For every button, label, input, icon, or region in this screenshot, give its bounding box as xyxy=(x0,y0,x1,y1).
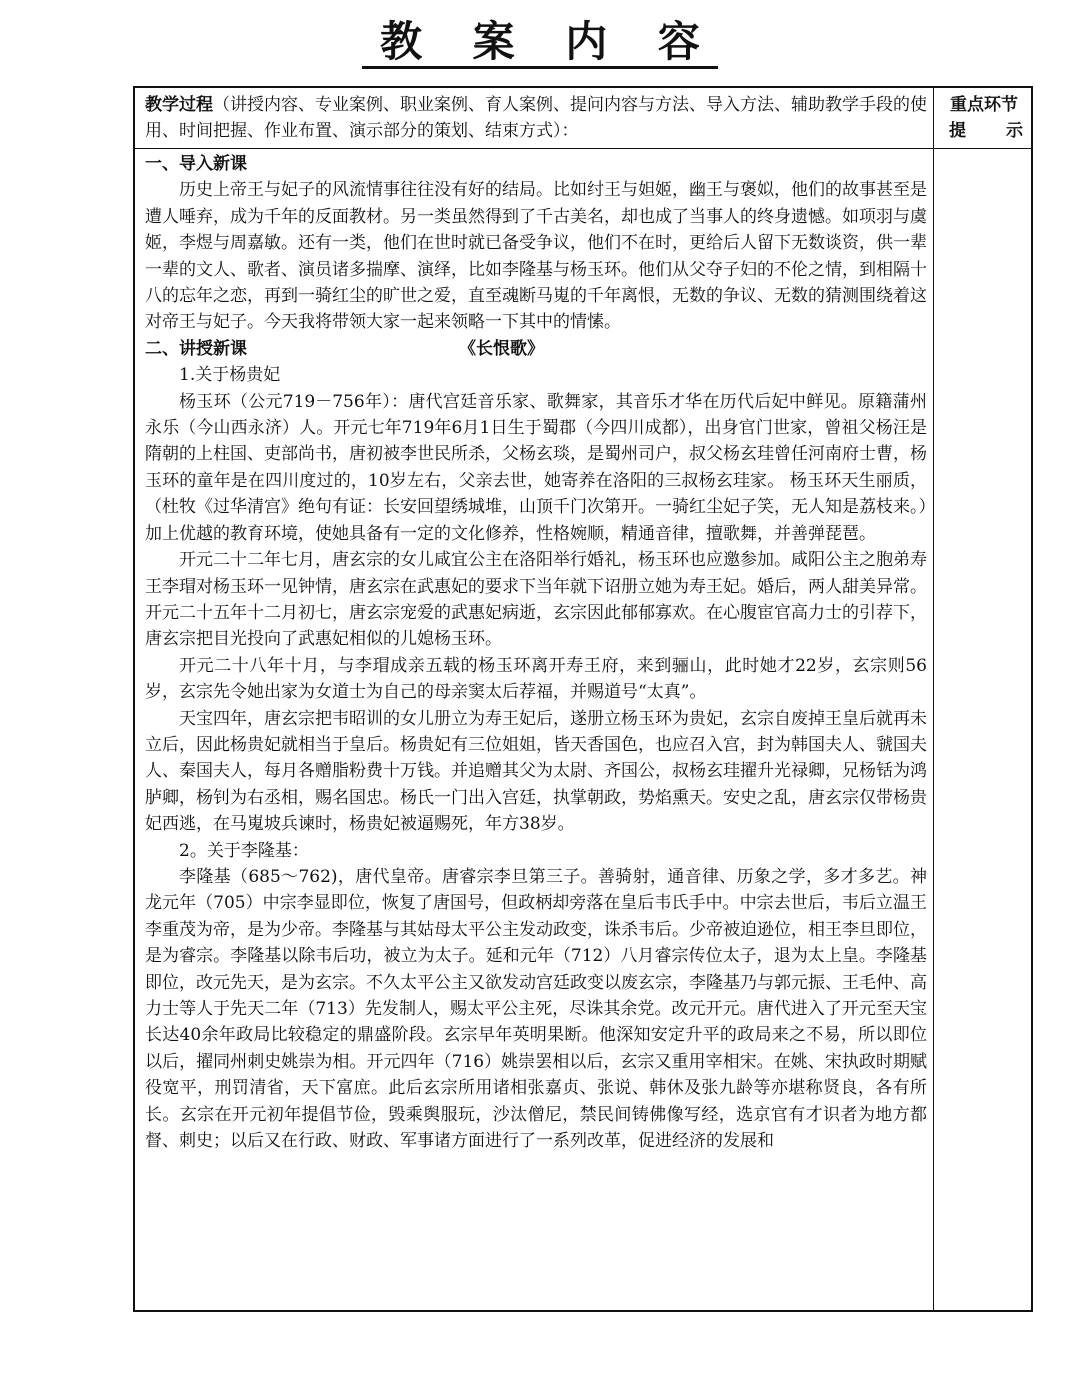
section-heading-row xyxy=(145,336,927,362)
course-title: 《长恨歌》 xyxy=(459,338,544,359)
subheading-li-longji: 2。关于李隆基： xyxy=(179,840,309,861)
paragraph: 李隆基（685～762)，唐代皇帝。唐睿宗李旦第三子。善骑射，通音律、历象之学，多才多艺。神龙元年（705）中宗李显即位，恢复了唐国号，但政柄却旁落在皇后韦氏手中。中宗去世后，韦后立温王李重茂为帝，是为少帝。李隆基与其姑母太平公主发动政变，诛杀韦后。少帝被迫逊位，相王李旦即位，是为睿宗。李隆基以除韦后功，被立为太子。延和元年（712）八月睿宗传位太子，退为太上皇。李隆基即位，改元先天，是为玄宗。不久太平公主又欲发动宫廷政变以废玄宗，李隆基乃与郭元振、王毛仲、高力士等人于先天二年（713）先发制人，赐太平公主死，尽诛其余党。改元开元。唐代进入了开元至天宝长达40余年政局比较稳定的鼎盛阶段。玄宗早年英明果断。他深知安定升平的政局来之不易，所以即位以后，擢同州刺史姚崇为相。开元四年（716）姚崇罢相以后，玄宗又重用宰相宋。在姚、宋执政时期赋役宽平，刑罚清省，天下富庶。此后玄宗所用诸相张嘉贞、张说、韩休及张九龄等亦堪称贤良，各有所长。玄宗在开元初年提倡节俭，毁乘舆服玩，沙汰僧尼，禁民间铸佛像写经，选京官有才识者为地方都督、刺史；以后又在行政、财政、军事诸方面进行了一系列改革，促进经济的发展和 xyxy=(145,866,927,1152)
paragraph: 开元二十二年七月，唐玄宗的女儿咸宜公主在洛阳举行婚礼，杨玉环也应邀参加。咸阳公主之胞弟寿王李瑁对杨玉环一见钟情，唐玄宗在武惠妃的要求下当年就下诏册立她为寿王妃。婚后，两人甜美异常。开元二十五年十二月初七，唐玄宗宠爱的武惠妃病逝，玄宗因此郁郁寡欢。在心腹宦官高力士的引荐下，唐玄宗把目光投向了武惠妃相似的儿媳杨玉环。 xyxy=(145,550,927,650)
page-title: 教 案 内 容 xyxy=(0,14,1080,70)
paragraph: 天宝四年，唐玄宗把韦昭训的女儿册立为寿王妃后，遂册立杨玉环为贵妃，玄宗自废掉王皇后就再未立后，因此杨贵妃就相当于皇后。杨贵妃有三位姐姐，皆天香国色，也应召入宫，封为韩国夫人、虢国夫人、秦国夫人，每月各赠脂粉费十万钱。并追赠其父为太尉、齐国公，叔杨玄珪擢升光禄卿，兄杨铦为鸿胪卿，杨钊为右丞相，赐名国忠。杨氏一门出入宫廷，执掌朝政，势焰熏天。安史之乱，唐玄宗仅带杨贵妃西逃，在马嵬坡兵谏时，杨贵妃被逼赐死，年方38岁。 xyxy=(145,708,927,835)
intro-paragraph: 历史上帝王与妃子的风流情事往往没有好的结局。比如纣王与妲姬，幽王与褒姒，他们的故事甚至是遭人唾弃，成为千年的反面教材。另一类虽然得到了千古美名，却也成了当事人的终身遗憾。如项羽与虞姬，李煜与周嘉敏。还有一类，他们在世时就已备受争议，他们不在时，更给后人留下无数谈资，供一辈一辈的文人、歌者、演员诸多揣摩、演绎，比如李隆基与杨玉环。他们从父夺子妇的不伦之情，到相隔十八的忘年之恋，再到一骑红尘的旷世之爱，直至魂断马嵬的千年离恨，无数的争议、无数的猜测围绕着这对帝王与妃子。今天我将带领大家一起来领略一下其中的情愫。 xyxy=(145,180,927,333)
subheading-yang-guifei: 1.关于杨贵妃 xyxy=(179,365,281,386)
header-label: 教学过程 xyxy=(145,95,213,115)
header-process-cell xyxy=(145,92,927,144)
header-divider xyxy=(135,148,1031,149)
paragraph: 杨玉环（公元719－756年）：唐代宫廷音乐家、歌舞家，其音乐才华在历代后妃中鲜见。原籍蒲州永乐（今山西永济）人。开元七年719年6月1日生于蜀郡（今四川成都），出身官门世家，曾祖父杨汪是隋朝的上柱国、吏部尚书，唐初被李世民所杀，父杨玄琰，是蜀州司户，叔父杨玄珪曾任河南府士曹，杨玉环的童年是在四川度过的，10岁左右，父亲去世，她寄养在洛阳的三叔杨玄珪家。 杨玉环天生丽质，（杜牧《过华清宫》绝句有证：长安回望绣城堆，山顶千门次第开。一骑红尘妃子笑，无人知是荔枝来。）加上优越的教育环境，使她具备有一定的文化修养，性格婉顺，精通音律，擅歌舞，并善弹琵琶。 xyxy=(145,391,927,544)
section-heading-teaching: 二、讲授新课 xyxy=(145,338,247,359)
header-keypoints-line1: 重点环节 xyxy=(950,95,1018,115)
lesson-table xyxy=(133,86,1033,1312)
header-description: （讲授内容、专业案例、职业案例、育人案例、提问内容与方法、导入方法、辅助教学手段的使用、时间把握、作业布置、演示部分的策划、结束方式）： xyxy=(145,95,927,141)
column-divider xyxy=(933,88,934,1310)
header-keypoints-cell xyxy=(935,92,1033,144)
lesson-content xyxy=(145,151,927,1154)
section-heading-intro: 一、导入新课 xyxy=(145,154,247,174)
header-keypoints-line2: 提 示 xyxy=(949,121,1023,141)
paragraph: 开元二十八年十月，与李瑁成亲五载的杨玉环离开寿王府，来到骊山，此时她才22岁，玄宗则56岁，玄宗先令她出家为女道士为自己的母亲窦太后荐福，并赐道号“太真”。 xyxy=(145,655,927,703)
